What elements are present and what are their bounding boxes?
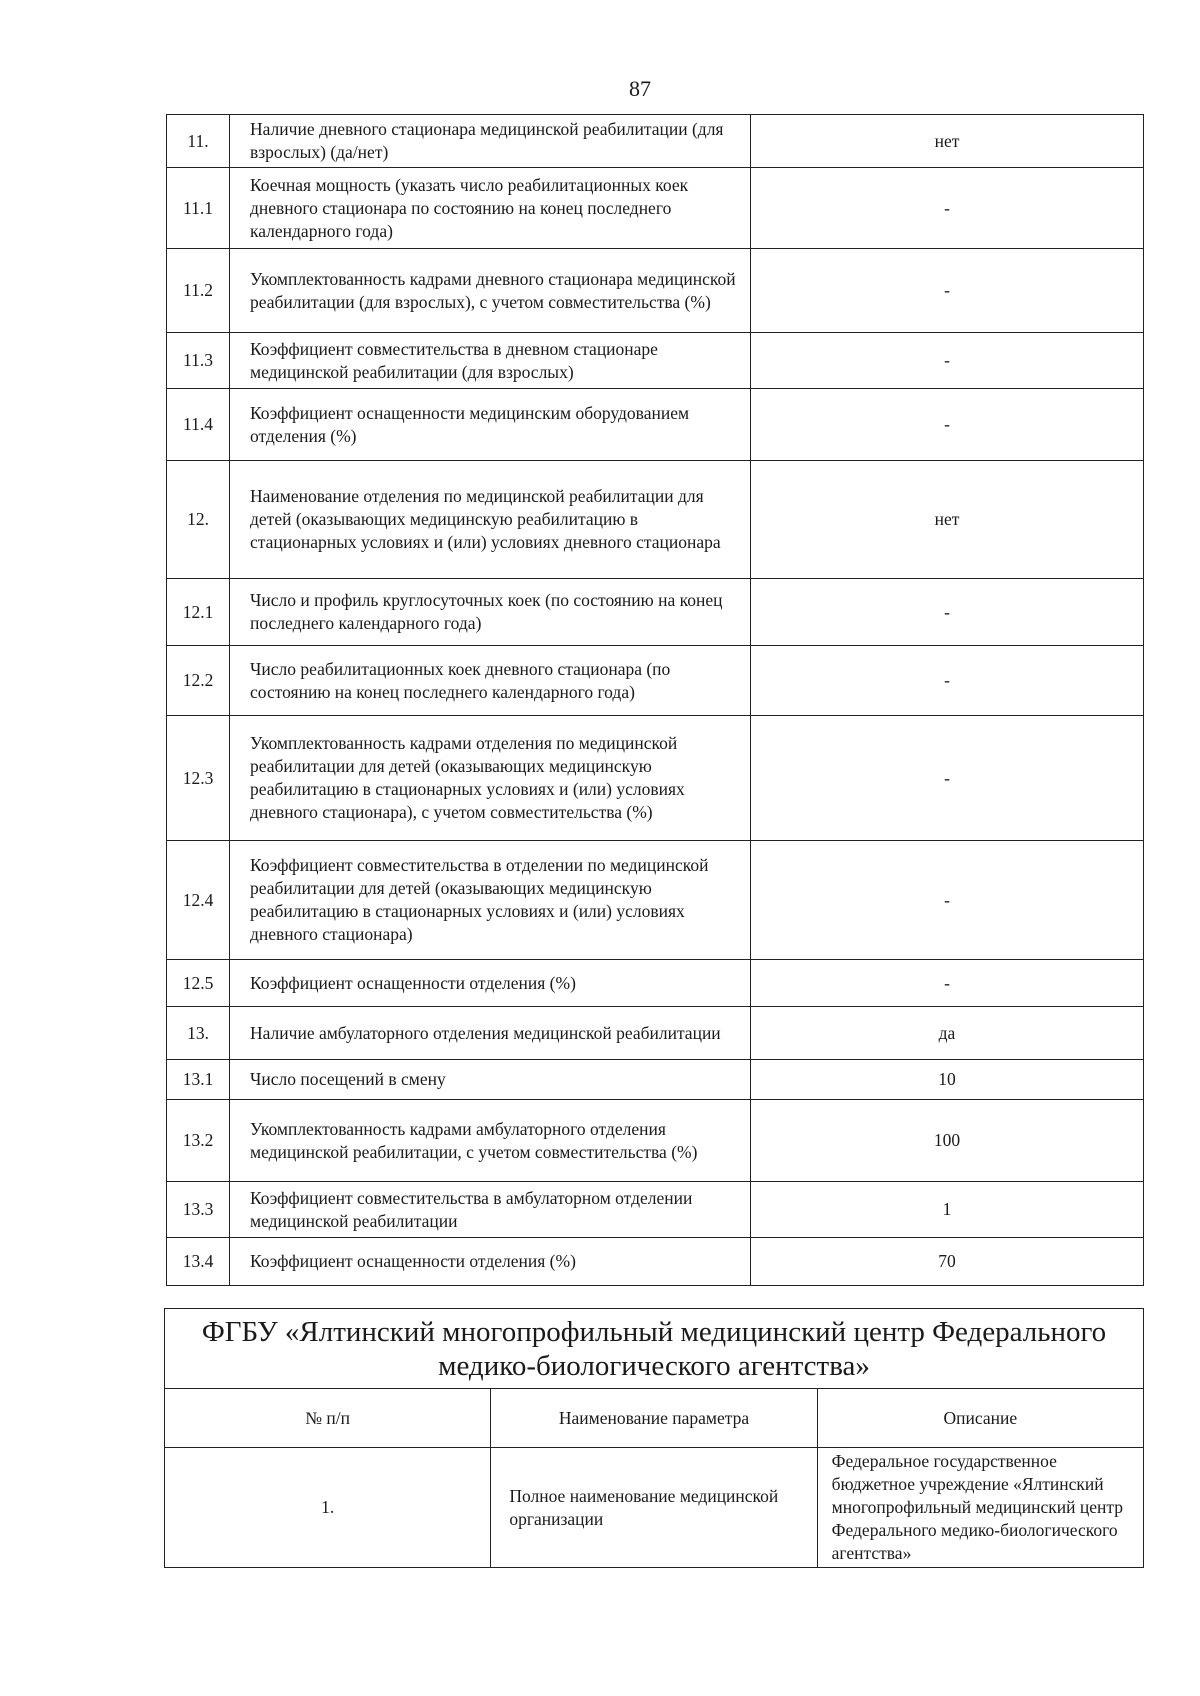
parameter-name: Укомплектованность кадрами дневного стационара медицинской реабилитации (для взрослых), с учетом совместительства (%) xyxy=(230,249,751,333)
parameters-table xyxy=(166,114,1144,1286)
row-number: 1. xyxy=(165,1448,491,1568)
parameter-value: - xyxy=(751,579,1144,646)
table-row xyxy=(167,249,1144,333)
table-row xyxy=(167,1238,1144,1286)
column-header-number: № п/п xyxy=(165,1389,491,1448)
table-row xyxy=(167,168,1144,249)
column-header-description: Описание xyxy=(817,1389,1143,1448)
table-row xyxy=(167,716,1144,841)
parameter-name: Полное наименование медицинской организации xyxy=(491,1448,817,1568)
parameter-value: 70 xyxy=(751,1238,1144,1286)
parameter-value: - xyxy=(751,716,1144,841)
parameter-value: - xyxy=(751,389,1144,461)
parameter-name: Коечная мощность (указать число реабилитационных коек дневного стационара по состоянию на конец последнего календарного года) xyxy=(230,168,751,249)
parameter-value: 1 xyxy=(751,1182,1144,1238)
row-number: 11.2 xyxy=(167,249,230,333)
parameter-name: Наличие дневного стационара медицинской реабилитации (для взрослых) (да/нет) xyxy=(230,115,751,168)
row-number: 13.2 xyxy=(167,1100,230,1182)
table-row xyxy=(167,115,1144,168)
parameter-value: - xyxy=(751,333,1144,389)
table-row xyxy=(167,1060,1144,1100)
parameter-name: Коэффициент оснащенности отделения (%) xyxy=(230,1238,751,1286)
table-row xyxy=(167,841,1144,960)
row-number: 12.4 xyxy=(167,841,230,960)
row-number: 12.3 xyxy=(167,716,230,841)
table-row xyxy=(167,579,1144,646)
row-number: 13.3 xyxy=(167,1182,230,1238)
table-row xyxy=(167,1182,1144,1238)
parameter-name: Коэффициент оснащенности отделения (%) xyxy=(230,960,751,1007)
parameter-value: да xyxy=(751,1007,1144,1060)
row-number: 12. xyxy=(167,461,230,579)
row-number: 12.2 xyxy=(167,646,230,716)
parameter-name: Коэффициент оснащенности медицинским оборудованием отделения (%) xyxy=(230,389,751,461)
row-number: 13.4 xyxy=(167,1238,230,1286)
parameter-name: Число посещений в смену xyxy=(230,1060,751,1100)
table-row xyxy=(167,1007,1144,1060)
table-header-row xyxy=(165,1389,1144,1448)
column-header-parameter: Наименование параметра xyxy=(491,1389,817,1448)
parameter-name: Укомплектованность кадрами отделения по медицинской реабилитации для детей (оказывающих медицинскую реабилитацию в стационарных условиях и (или) условиях дневного стационара), с учетом совместительства (%) xyxy=(230,716,751,841)
table-row xyxy=(167,960,1144,1007)
organization-heading-row xyxy=(165,1309,1144,1389)
table-row xyxy=(167,646,1144,716)
parameter-description: Федеральное государственное бюджетное учреждение «Ялтинский многопрофильный медицинский центр Федерального медико-биологического агентства» xyxy=(817,1448,1143,1568)
parameter-value: - xyxy=(751,168,1144,249)
parameter-value: - xyxy=(751,249,1144,333)
parameter-name: Число реабилитационных коек дневного стационара (по состоянию на конец последнего календарного года) xyxy=(230,646,751,716)
row-number: 12.1 xyxy=(167,579,230,646)
parameter-value: нет xyxy=(751,461,1144,579)
parameter-name: Коэффициент совместительства в отделении по медицинской реабилитации для детей (оказывающих медицинскую реабилитацию в стационарных условиях и (или) условиях дневного стационара) xyxy=(230,841,751,960)
row-number: 11. xyxy=(167,115,230,168)
table-row xyxy=(167,389,1144,461)
row-number: 13. xyxy=(167,1007,230,1060)
row-number: 11.4 xyxy=(167,389,230,461)
table-row xyxy=(167,333,1144,389)
parameter-value: 100 xyxy=(751,1100,1144,1182)
organization-table xyxy=(164,1308,1144,1568)
parameter-value: 10 xyxy=(751,1060,1144,1100)
parameter-name: Число и профиль круглосуточных коек (по состоянию на конец последнего календарного года) xyxy=(230,579,751,646)
table-row xyxy=(167,461,1144,579)
row-number: 11.1 xyxy=(167,168,230,249)
parameter-value: - xyxy=(751,960,1144,1007)
organization-heading: ФГБУ «Ялтинский многопрофильный медицинский центр Федерального медико-биологического агентства» xyxy=(165,1309,1144,1389)
parameter-name: Наличие амбулаторного отделения медицинской реабилитации xyxy=(230,1007,751,1060)
row-number: 13.1 xyxy=(167,1060,230,1100)
table-row xyxy=(165,1448,1144,1568)
parameter-value: нет xyxy=(751,115,1144,168)
parameter-name: Коэффициент совместительства в дневном стационаре медицинской реабилитации (для взрослых) xyxy=(230,333,751,389)
row-number: 12.5 xyxy=(167,960,230,1007)
page-number: 87 xyxy=(629,76,651,101)
parameter-name: Коэффициент совместительства в амбулаторном отделении медицинской реабилитации xyxy=(230,1182,751,1238)
parameter-name: Наименование отделения по медицинской реабилитации для детей (оказывающих медицинскую реабилитацию в стационарных условиях и (или) условиях дневного стационара xyxy=(230,461,751,579)
row-number: 11.3 xyxy=(167,333,230,389)
parameter-name: Укомплектованность кадрами амбулаторного отделения медицинской реабилитации, с учетом совместительства (%) xyxy=(230,1100,751,1182)
parameter-value: - xyxy=(751,646,1144,716)
table-row xyxy=(167,1100,1144,1182)
parameter-value: - xyxy=(751,841,1144,960)
